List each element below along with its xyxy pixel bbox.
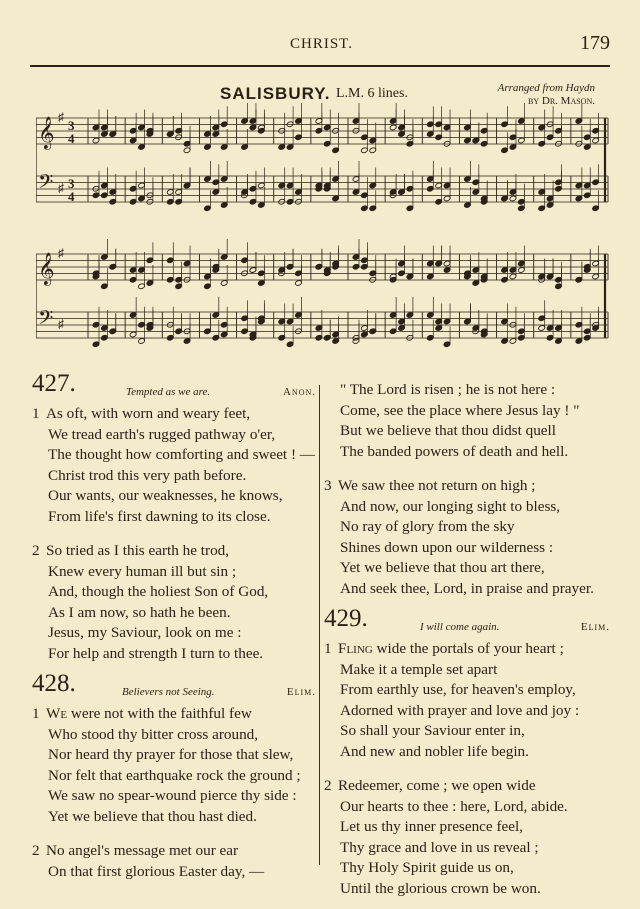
left-column <box>32 370 316 892</box>
verse-line: And new and nobler life begin. <box>340 742 529 760</box>
drop-cap: W <box>46 705 61 722</box>
verse-line: Nor heard thy prayer for those that slew, <box>48 746 294 763</box>
verse-line: As oft, with worn and weary feet, <box>46 405 251 422</box>
verse-line: Who stood thy bitter cross around, <box>48 725 259 743</box>
verse-line: Shines down upon our wilderness : <box>340 538 554 556</box>
verse-line: Our hearts to thee : here, Lord, abide. <box>340 797 568 815</box>
verse-line: But we believe that thou didst quell <box>340 422 556 439</box>
hymn-428 <box>32 670 316 882</box>
verse-line: Redeemer, come ; we open wide <box>338 777 536 794</box>
drop-cap: F <box>338 640 347 657</box>
key-sharp: ♯ <box>58 246 64 260</box>
page-number: 179 <box>580 32 610 54</box>
verse-number: 1 <box>324 640 332 657</box>
hymn-number: 427. <box>32 370 76 397</box>
verse-line: wide the portals of your heart ; <box>372 640 564 657</box>
verse-line: Knew every human ill but sin ; <box>48 562 237 580</box>
verse-line: Yet we believe that thou art there, <box>340 559 545 576</box>
music-score <box>36 102 610 352</box>
verse-line: Nor felt that earthquake rock the ground ; <box>48 766 301 784</box>
verse-line: Adorned with prayer and love and joy : <box>340 701 580 719</box>
column-divider <box>319 385 320 865</box>
verse-line: Christ trod this very path before. <box>48 466 247 484</box>
verse <box>32 704 316 827</box>
page-header <box>0 32 640 60</box>
treble-clef: 𝄞 <box>38 252 55 285</box>
verse <box>324 639 610 762</box>
tune-credit-line1: Arranged from Haydn <box>497 82 595 94</box>
small-caps-word: e <box>60 705 68 722</box>
verse-line: We saw no spear-wound pierce thy side : <box>48 787 297 804</box>
hymn-tune: Elim. <box>286 686 316 698</box>
verse-number: 2 <box>324 777 332 794</box>
verse-line: And, though the holiest Son of God, <box>48 583 269 600</box>
hymn-title: Believers not Seeing. <box>122 686 215 698</box>
key-sharp: ♯ <box>58 317 64 331</box>
hymn-title: I will come again. <box>420 621 500 633</box>
verse <box>324 476 610 599</box>
verse-line: Our wants, our weaknesses, he knows, <box>48 487 283 504</box>
verse <box>324 776 610 899</box>
verse-line: From earthly use, for heaven's employ, <box>340 681 576 698</box>
hymn-number: 429. <box>324 605 368 632</box>
verse <box>32 404 316 527</box>
verse <box>324 380 610 462</box>
verse-line: The banded powers of death and hell. <box>340 442 569 460</box>
verse-line: were not with the faithful few <box>67 705 252 722</box>
verse-line: Let us thy inner presence feel, <box>340 818 524 835</box>
verse-number: 1 <box>32 405 40 422</box>
verse-line: Come, see the place where Jesus lay ! " <box>340 401 580 419</box>
verse-line: As I am now, so hath he been. <box>48 603 231 621</box>
key-sharp: ♯ <box>58 181 64 195</box>
time-signature: 3 <box>68 176 75 191</box>
treble-clef: 𝄞 <box>38 116 55 149</box>
right-column <box>324 380 610 909</box>
verse-line: From life's first dawning to its close. <box>48 507 271 525</box>
verse-line: No ray of glory from the sky <box>340 518 515 535</box>
verse-line: The thought how comforting and sweet ! — <box>48 446 315 463</box>
verse-line: Jesus, my Saviour, look on me : <box>48 624 242 641</box>
time-signature: 4 <box>68 189 75 204</box>
hymn-427 <box>32 370 316 664</box>
verse-line: No angel's message met our ear <box>46 842 239 859</box>
small-caps-word: ling <box>346 640 373 657</box>
verse-number: 3 <box>324 477 332 494</box>
running-head: CHRIST. <box>290 36 353 52</box>
tune-meter: L.M. 6 lines. <box>336 86 408 101</box>
header-rule <box>30 65 610 67</box>
time-signature: 4 <box>68 131 75 146</box>
hymn-title: Tempted as we are. <box>126 386 211 398</box>
verse-line: Thy grace and love in us reveal ; <box>340 838 539 856</box>
time-signature: 3 <box>68 118 75 133</box>
bass-clef: 𝄢 <box>38 306 54 334</box>
verse-line: We tread earth's rugged pathway o'er, <box>48 425 276 443</box>
music-system-1 <box>36 103 608 212</box>
verse-line: For help and strength I turn to thee. <box>48 644 264 662</box>
verse-line: " The Lord is risen ; he is not here : <box>340 381 556 398</box>
verse-line: So shall your Saviour enter in, <box>340 722 525 739</box>
verse-line: And seek thee, Lord, in praise and prayer. <box>340 579 594 597</box>
verse-line: Until the glorious crown be won. <box>340 879 541 897</box>
verse-line: Thy Holy Spirit guide us on, <box>340 859 514 876</box>
verse-line: Make it a temple set apart <box>340 660 498 678</box>
verse-line: Yet we believe that thou hast died. <box>48 807 257 825</box>
verse-line: So tried as I this earth he trod, <box>46 542 230 559</box>
hymn-429 <box>324 605 610 899</box>
music-system-2 <box>36 239 608 348</box>
hymn-tune: Elim. <box>580 621 610 633</box>
verse <box>32 841 316 882</box>
verse-line: On that first glorious Easter day, — <box>48 862 265 880</box>
tune-name: SALISBURY. <box>220 84 331 103</box>
verse-line: We saw thee not return on high ; <box>338 477 536 494</box>
hymn-number: 428. <box>32 670 76 697</box>
verse-number: 2 <box>32 542 40 559</box>
tune-credit-line2: by Dr. Mason. <box>528 95 595 107</box>
key-sharp: ♯ <box>58 110 64 124</box>
verse-line: And now, our longing sight to bless, <box>340 497 561 515</box>
hymn-tune: Anon. <box>282 386 316 398</box>
verse-number: 2 <box>32 842 40 859</box>
verse <box>32 541 316 664</box>
verse-number: 1 <box>32 705 40 722</box>
bass-clef: 𝄢 <box>38 170 54 198</box>
